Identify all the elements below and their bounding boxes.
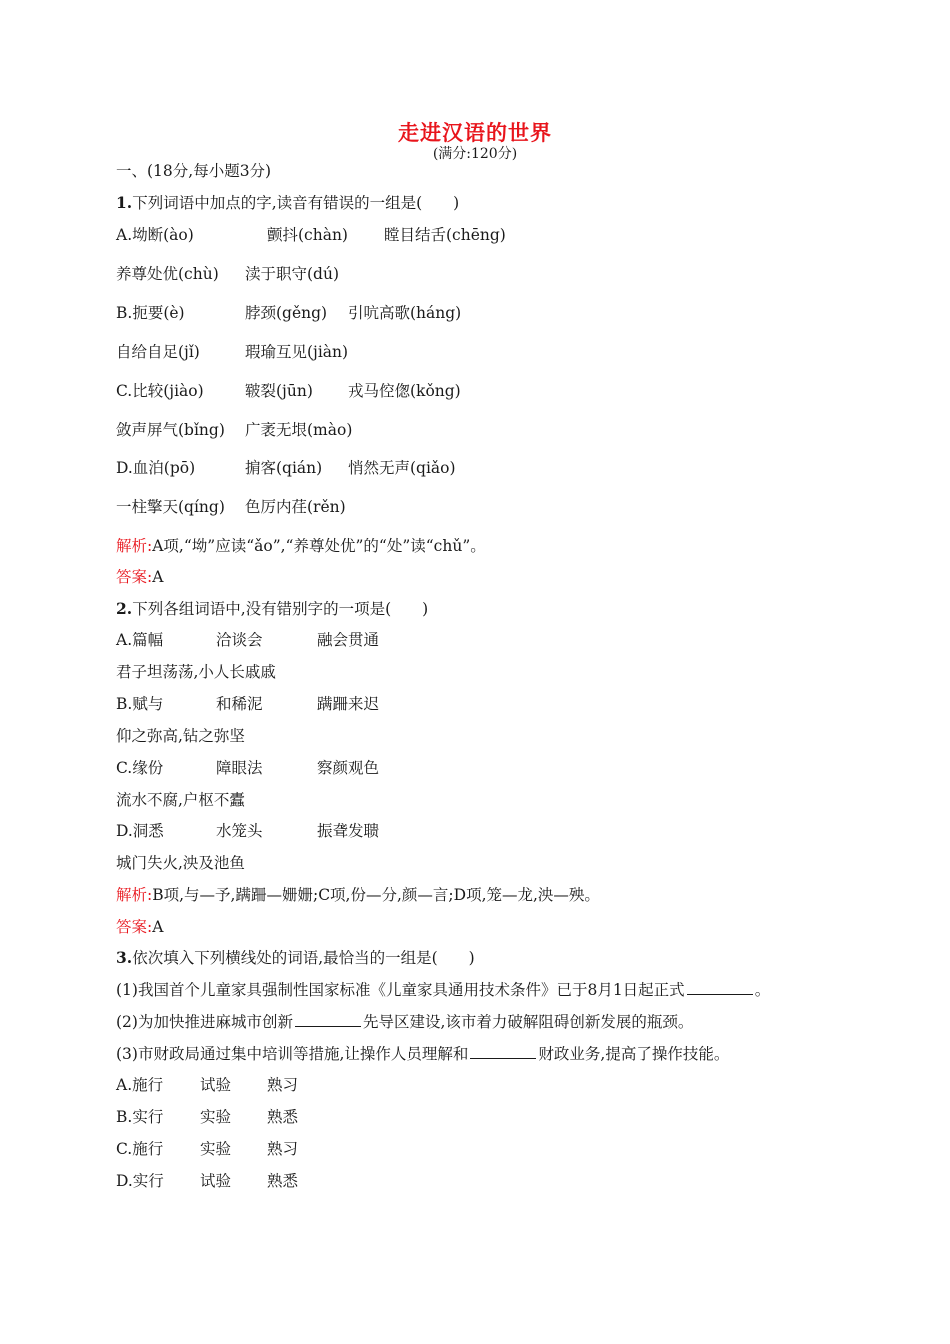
q1-option-a-line2 xyxy=(116,264,876,284)
option-word: D.洞悉 xyxy=(116,822,164,840)
option-word: A.坳断(ào) xyxy=(116,226,194,244)
sentence-text: 先导区建设,该市着力破解阻碍创新发展的瓶颈。 xyxy=(362,1013,694,1031)
option-word: D.实行 xyxy=(116,1172,164,1190)
q1-option-b-line2 xyxy=(116,342,876,362)
option-word: 广袤无垠(mào) xyxy=(245,421,353,439)
option-word: 掮客(qián) xyxy=(245,459,323,477)
answer-label: 答案: xyxy=(116,918,153,936)
page-title: 走进汉语的世界 xyxy=(398,120,552,145)
question-1-stem xyxy=(116,193,459,213)
option-word: B.扼要(è) xyxy=(116,304,185,322)
q3-sentence-1 xyxy=(116,980,770,1000)
fill-blank xyxy=(470,1044,536,1059)
q2-option-d-line2: 城门失火,泱及池鱼 xyxy=(116,854,245,872)
question-text: 下列词语中加点的字,读音有错误的一组是( ) xyxy=(132,194,460,212)
q2-option-d-line1 xyxy=(116,821,876,841)
option-word: 试验 xyxy=(200,1076,232,1094)
option-word: A.篇幅 xyxy=(116,631,164,649)
section-heading: 一、(18分,每小题3分) xyxy=(116,162,272,180)
q2-answer xyxy=(116,917,163,937)
question-number: 1. xyxy=(116,193,133,212)
option-word: 障眼法 xyxy=(216,759,263,777)
option-word: 脖颈(gěng) xyxy=(245,304,328,322)
analysis-text: A项,“坳”应读“ǎo”,“养尊处优”的“处”读“chǔ”。 xyxy=(152,537,486,555)
option-word: 振聋发聩 xyxy=(317,822,380,840)
option-word: 色厉内荏(rěn) xyxy=(245,498,346,516)
option-word: 实验 xyxy=(200,1140,232,1158)
q1-answer xyxy=(116,567,163,587)
answer-text: A xyxy=(152,568,164,586)
option-word: 熟习 xyxy=(267,1076,299,1094)
option-word: 融会贯通 xyxy=(317,631,380,649)
q3-option-b xyxy=(116,1107,876,1127)
sentence-text: 财政业务,提高了操作技能。 xyxy=(538,1045,730,1063)
q2-option-c-line1 xyxy=(116,758,876,778)
option-word: 渎于职守(dú) xyxy=(245,265,339,283)
option-word: 试验 xyxy=(200,1172,232,1190)
option-word: B.实行 xyxy=(116,1108,164,1126)
option-word: 实验 xyxy=(200,1108,232,1126)
option-word: 察颜观色 xyxy=(317,759,380,777)
analysis-label: 解析: xyxy=(116,886,153,904)
option-word: 熟悉 xyxy=(267,1172,299,1190)
option-word: 和稀泥 xyxy=(216,695,263,713)
option-word: 一柱擎天(qíng) xyxy=(116,498,225,516)
option-word: C.施行 xyxy=(116,1140,164,1158)
option-word: A.施行 xyxy=(116,1076,164,1094)
q1-option-a-line1 xyxy=(116,225,876,245)
sentence-text: (3)市财政局通过集中培训等措施,让操作人员理解和 xyxy=(116,1045,469,1063)
answer-label: 答案: xyxy=(116,568,153,586)
q2-option-a-line1 xyxy=(116,630,876,650)
page-subtitle: (满分:120分) xyxy=(432,146,518,162)
sentence-text: (1)我国首个儿童家具强制性国家标准《儿童家具通用技术条件》已于8月1日起正式 xyxy=(116,981,685,999)
option-word: 敛声屏气(bǐng) xyxy=(116,421,225,439)
question-text: 依次填入下列横线处的词语,最恰当的一组是( ) xyxy=(132,949,475,967)
option-word: 养尊处优(chù) xyxy=(116,265,219,283)
option-word: 蹒跚来迟 xyxy=(317,695,380,713)
q2-option-b-line2: 仰之弥高,钻之弥坚 xyxy=(116,727,245,745)
answer-text: A xyxy=(152,918,164,936)
q1-analysis xyxy=(116,536,486,556)
fill-blank xyxy=(687,980,753,995)
q2-option-b-line1 xyxy=(116,694,876,714)
q1-option-c-line1 xyxy=(116,381,876,401)
question-number: 3. xyxy=(116,948,133,967)
q1-option-d-line2 xyxy=(116,497,876,517)
q2-analysis xyxy=(116,885,600,905)
question-3-stem xyxy=(116,948,475,968)
option-word: 自给自足(jǐ) xyxy=(116,343,200,361)
fill-blank xyxy=(295,1012,361,1027)
option-word: C.缘份 xyxy=(116,759,164,777)
option-word: 戎马倥偬(kǒng) xyxy=(348,382,461,400)
q3-option-a xyxy=(116,1075,876,1095)
option-word: 瞠目结舌(chēng) xyxy=(384,226,506,244)
q1-option-b-line1 xyxy=(116,303,876,323)
q3-sentence-3 xyxy=(116,1044,729,1064)
sentence-text: (2)为加快推进麻城市创新 xyxy=(116,1013,293,1031)
option-word: 瑕瑜互见(jiàn) xyxy=(245,343,349,361)
option-word: 洽谈会 xyxy=(216,631,263,649)
option-word: 熟习 xyxy=(267,1140,299,1158)
question-number: 2. xyxy=(116,599,133,618)
analysis-text: B项,与—予,蹒跚—姗姗;C项,份—分,颜—言;D项,笼—龙,泱—殃。 xyxy=(152,886,600,904)
option-word: 皲裂(jūn) xyxy=(245,382,313,400)
option-word: B.赋与 xyxy=(116,695,164,713)
question-text: 下列各组词语中,没有错别字的一项是( ) xyxy=(132,600,429,618)
analysis-label: 解析: xyxy=(116,537,153,555)
option-word: 水笼头 xyxy=(216,822,263,840)
option-word: C.比较(jiào) xyxy=(116,382,204,400)
q3-sentence-2 xyxy=(116,1012,693,1032)
question-2-stem xyxy=(116,599,428,619)
option-word: 引吭高歌(háng) xyxy=(348,304,462,322)
option-word: 悄然无声(qiǎo) xyxy=(348,459,456,477)
q2-option-a-line2: 君子坦荡荡,小人长戚戚 xyxy=(116,663,276,681)
option-word: D.血泊(pō) xyxy=(116,459,196,477)
q3-option-c xyxy=(116,1139,876,1159)
option-word: 颤抖(chàn) xyxy=(267,226,348,244)
q1-option-c-line2 xyxy=(116,420,876,440)
q1-option-d-line1 xyxy=(116,458,876,478)
q3-option-d xyxy=(116,1171,876,1191)
q2-option-c-line2: 流水不腐,户枢不蠹 xyxy=(116,791,245,809)
option-word: 熟悉 xyxy=(267,1108,299,1126)
sentence-text: 。 xyxy=(754,981,771,999)
